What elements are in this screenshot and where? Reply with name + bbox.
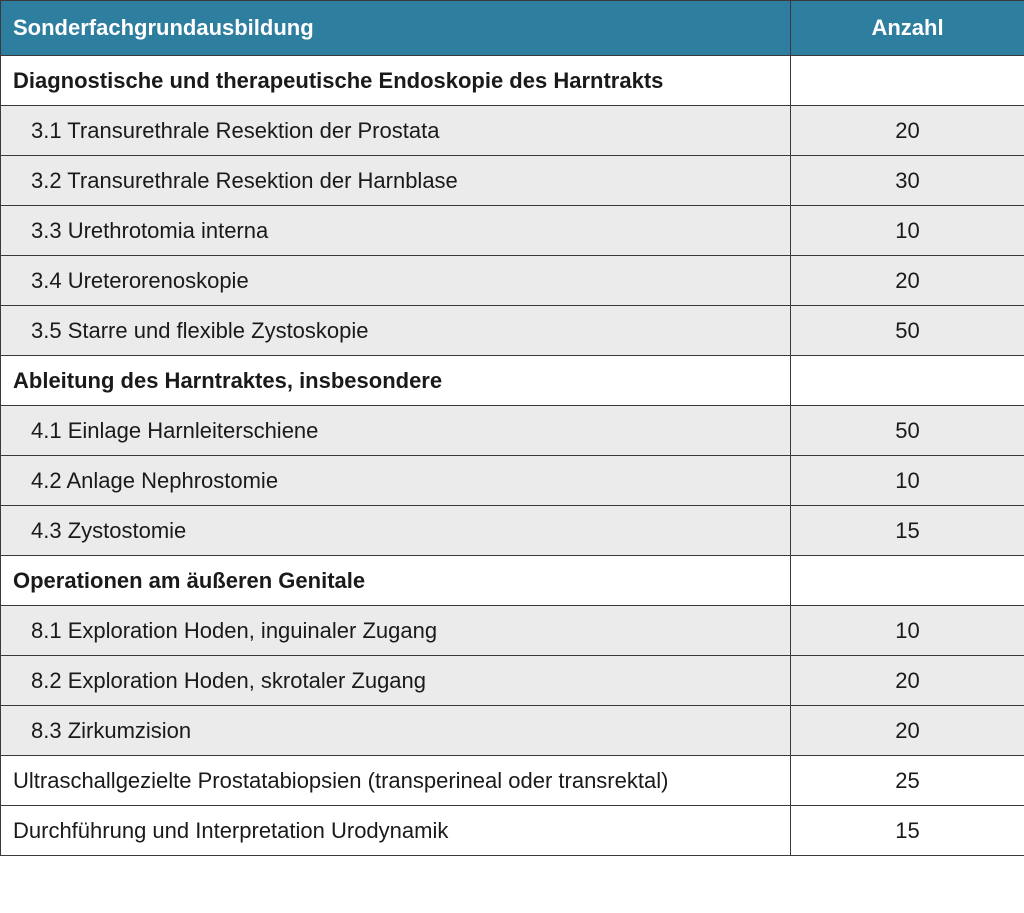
row-label: 4.3 Zystostomie <box>1 506 791 556</box>
table-row <box>1 406 1024 456</box>
row-count: 10 <box>791 606 1024 656</box>
row-count: 15 <box>791 806 1024 856</box>
row-label: Operationen am äußeren Genitale <box>1 556 791 606</box>
table-row <box>1 106 1024 156</box>
table-row <box>1 606 1024 656</box>
row-label: 8.1 Exploration Hoden, inguinaler Zugang <box>1 606 791 656</box>
row-label: 8.3 Zirkumzision <box>1 706 791 756</box>
row-label: Diagnostische und therapeutische Endoskopie des Harntrakts <box>1 56 791 106</box>
row-count: 50 <box>791 406 1024 456</box>
row-count: 20 <box>791 256 1024 306</box>
row-label: Ableitung des Harntraktes, insbesondere <box>1 356 791 406</box>
table-row <box>1 156 1024 206</box>
row-count: 20 <box>791 706 1024 756</box>
table-row <box>1 306 1024 356</box>
header-label: Sonderfachgrundausbildung <box>1 1 791 56</box>
row-label: 4.1 Einlage Harnleiterschiene <box>1 406 791 456</box>
row-count: 10 <box>791 206 1024 256</box>
row-label: 3.3 Urethrotomia interna <box>1 206 791 256</box>
row-count <box>791 56 1024 106</box>
row-label: Ultraschallgezielte Prostatabiopsien (transperineal oder transrektal) <box>1 756 791 806</box>
row-label: 3.4 Ureterorenoskopie <box>1 256 791 306</box>
row-count: 50 <box>791 306 1024 356</box>
row-label: 3.5 Starre und flexible Zystoskopie <box>1 306 791 356</box>
table-row <box>1 256 1024 306</box>
table-row <box>1 206 1024 256</box>
row-count: 30 <box>791 156 1024 206</box>
table-row <box>1 456 1024 506</box>
section-row <box>1 556 1024 606</box>
table-row <box>1 656 1024 706</box>
row-count: 15 <box>791 506 1024 556</box>
table-row <box>1 806 1024 856</box>
table-row <box>1 706 1024 756</box>
section-row <box>1 56 1024 106</box>
row-label: Durchführung und Interpretation Urodynamik <box>1 806 791 856</box>
row-count: 25 <box>791 756 1024 806</box>
table-row <box>1 756 1024 806</box>
row-count: 20 <box>791 106 1024 156</box>
row-label: 3.1 Transurethrale Resektion der Prostata <box>1 106 791 156</box>
row-label: 8.2 Exploration Hoden, skrotaler Zugang <box>1 656 791 706</box>
row-label: 3.2 Transurethrale Resektion der Harnblase <box>1 156 791 206</box>
section-row <box>1 356 1024 406</box>
table-row <box>1 506 1024 556</box>
row-label: 4.2 Anlage Nephrostomie <box>1 456 791 506</box>
row-count: 20 <box>791 656 1024 706</box>
header-count: Anzahl <box>791 1 1024 56</box>
table-header-row <box>1 1 1024 56</box>
row-count: 10 <box>791 456 1024 506</box>
row-count <box>791 356 1024 406</box>
row-count <box>791 556 1024 606</box>
